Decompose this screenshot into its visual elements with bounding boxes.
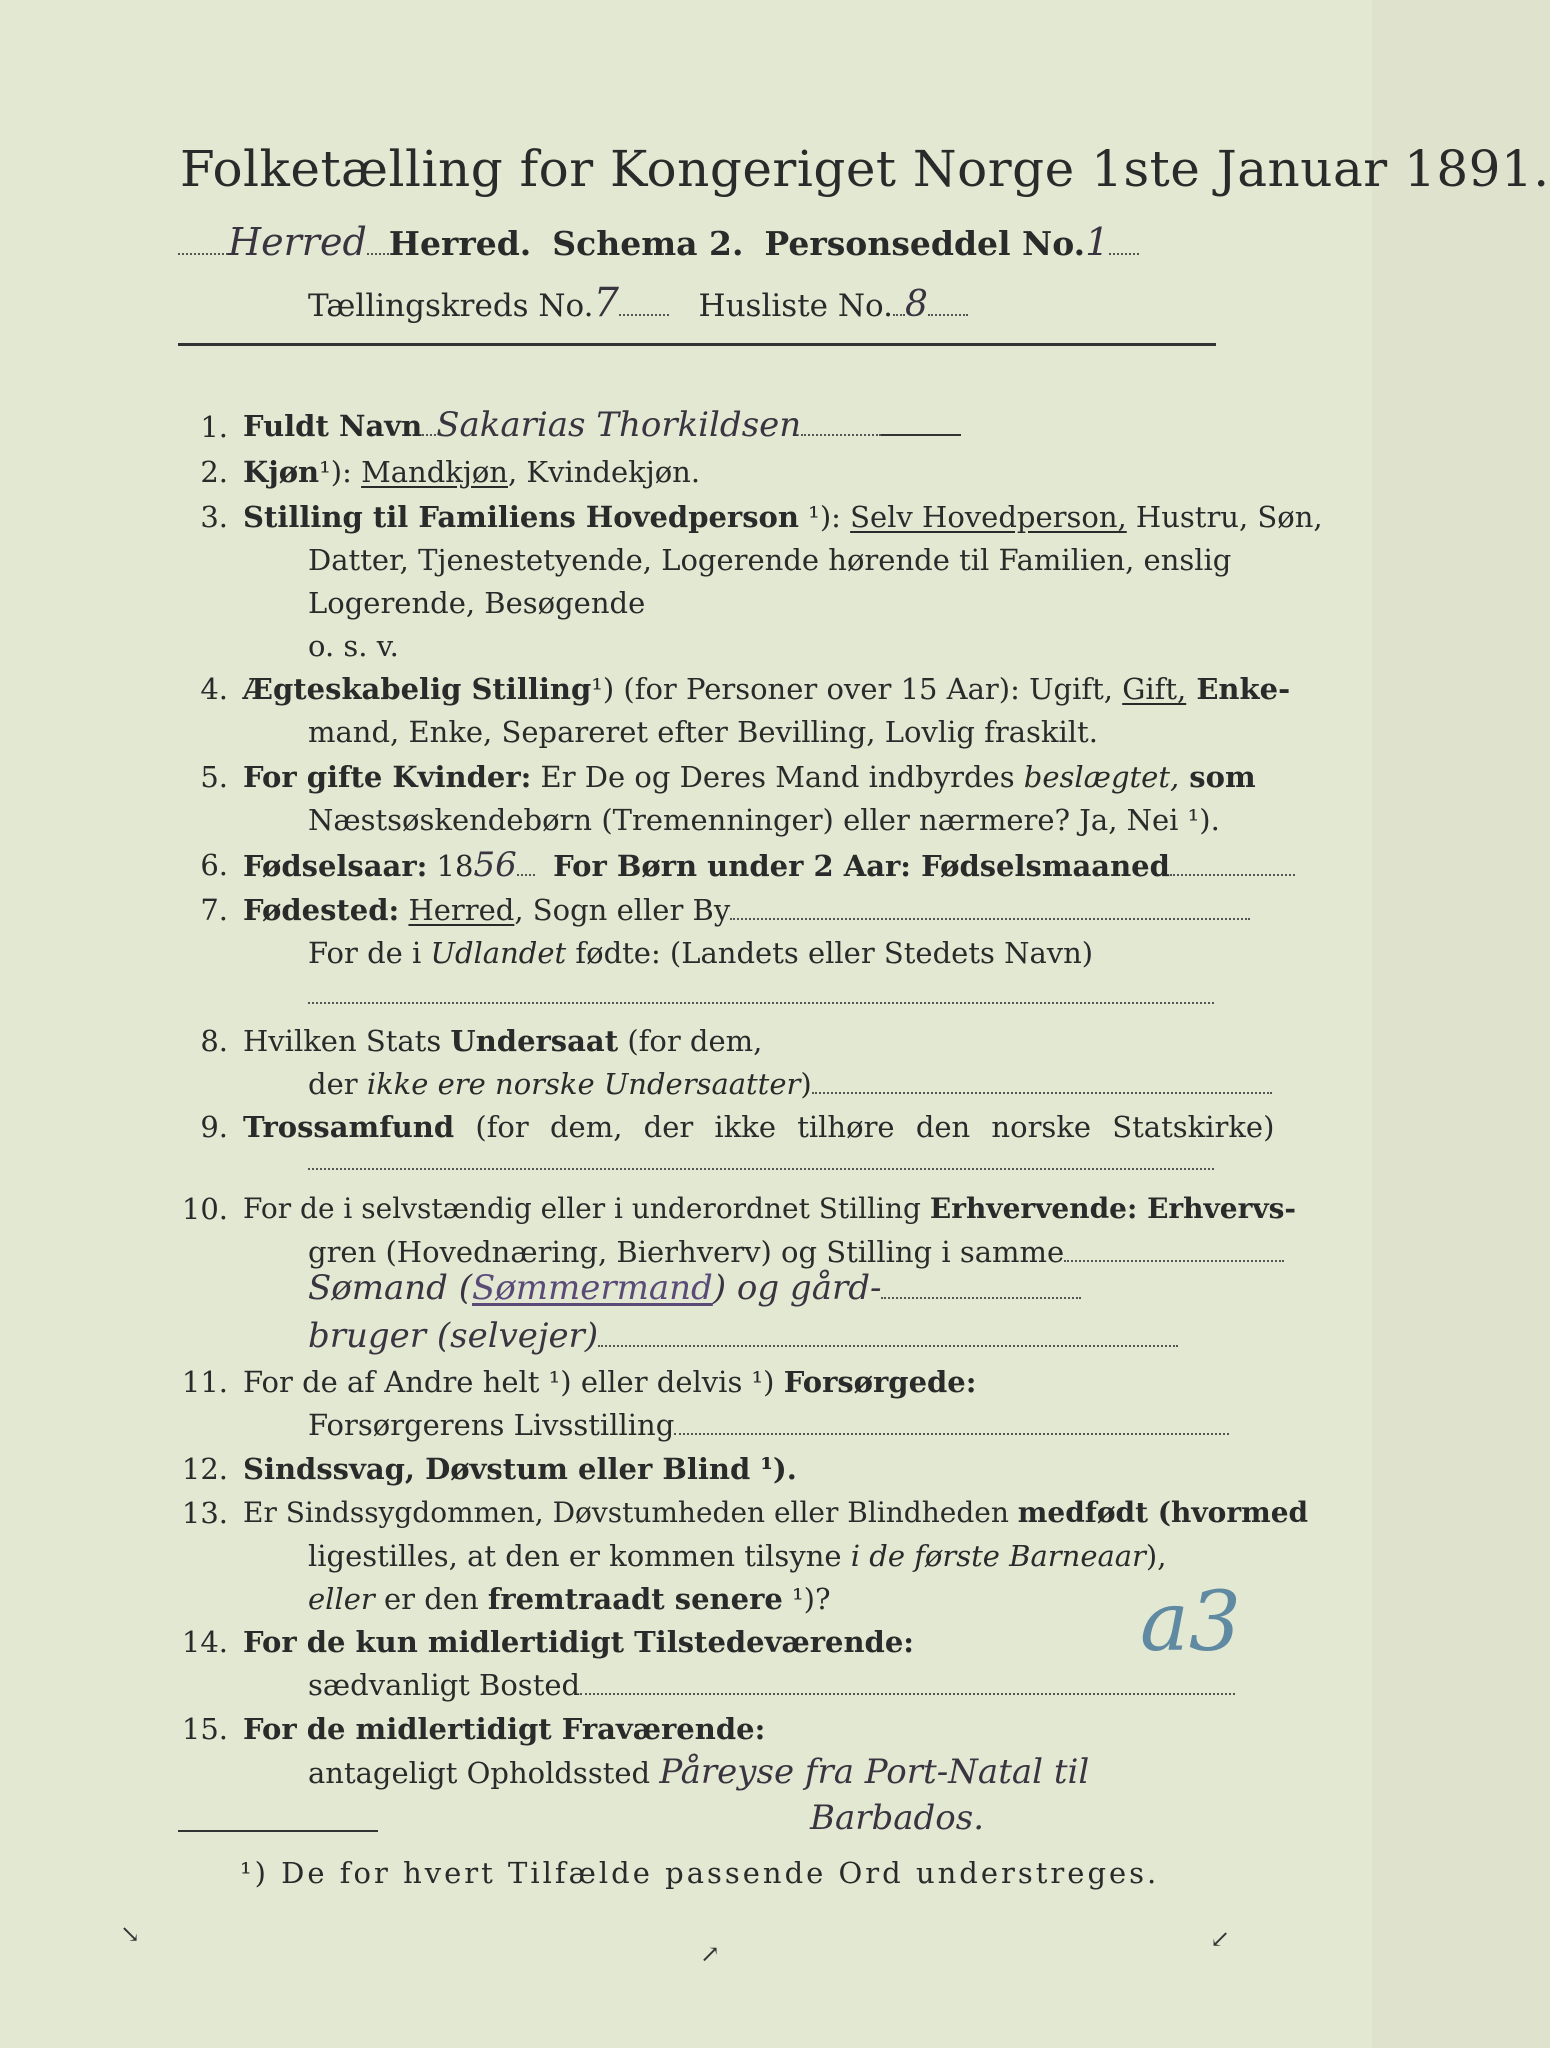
birthplace-selected: Herred: [408, 893, 515, 927]
field-text: sædvanligt Bosted: [308, 1668, 581, 1702]
item-number: 10.: [181, 1192, 228, 1226]
occupation-correction: Sømmermand: [472, 1268, 713, 1308]
field-text: Er Sindssygdommen, Døvstumheden eller Blindheden: [243, 1496, 1018, 1529]
center-mark: ↗: [700, 1940, 721, 1968]
item-5: [243, 760, 1256, 794]
item-4-line-2: mand, Enke, Separeret efter Bevilling, Lovlig fraskilt.: [308, 715, 1098, 749]
field-label: For gifte Kvinder:: [243, 760, 532, 794]
field-text: (for dem,: [618, 1024, 763, 1058]
field-text: (for dem, der ikke tilhøre den norske Statskirke): [454, 1110, 1275, 1144]
field-text: i de første Barneaar: [850, 1539, 1146, 1573]
item-number: 11.: [181, 1365, 228, 1399]
field-text: ikke ere norske Undersaatter: [366, 1067, 801, 1101]
header-line-1: [178, 220, 1139, 264]
personseddel-label: Personseddel No.: [764, 224, 1086, 263]
blank-line: [308, 1002, 1214, 1004]
field-text: Hvilken Stats: [243, 1024, 451, 1058]
field-text: Udlandet: [430, 936, 567, 970]
occupation-line-1: [308, 1268, 1081, 1308]
item-number: 4.: [200, 672, 228, 706]
item-14: For de kun midlertidigt Tilstedeværende:: [243, 1625, 914, 1659]
field-text: ¹):: [798, 500, 851, 534]
personseddel-number: 1: [1085, 220, 1110, 264]
item-3-line-4: o. s. v.: [308, 629, 399, 663]
footnote: ¹) De for hvert Tilfælde passende Ord understreges.: [240, 1856, 1160, 1890]
field-label: Fødselsaar:: [243, 849, 428, 883]
item-number: 1.: [200, 410, 228, 444]
item-3: [243, 500, 1323, 534]
field-label: Stilling til Familiens Hovedperson: [243, 500, 799, 534]
herred-label: Herred.: [388, 224, 532, 263]
item-number: 14.: [181, 1625, 228, 1659]
item-15: For de midlertidigt Fraværende:: [243, 1712, 766, 1746]
occupation-line-2: [308, 1316, 1178, 1356]
gender-selected: Mandkjøn: [361, 455, 508, 489]
full-name-value: Sakarias Thorkildsen: [436, 405, 802, 445]
item-3-line-3: Logerende, Besøgende: [308, 586, 646, 620]
item-number: 8.: [200, 1024, 228, 1058]
item-7: [243, 893, 1250, 927]
field-label: Ægteskabelig Stilling: [243, 672, 592, 706]
blank-line: [308, 1168, 1214, 1170]
field-text: eller: [308, 1582, 375, 1616]
position-selected: Selv Hovedperson,: [850, 500, 1127, 534]
field-text: For de af Andre helt ¹) eller delvis ¹): [243, 1365, 784, 1399]
item-8-line-2: [308, 1067, 1272, 1101]
field-text: (hvormed: [1148, 1496, 1309, 1529]
field-label: Forsørgede:: [783, 1365, 977, 1399]
taellingskreds-label: Tællingskreds No.: [308, 288, 594, 324]
field-text: ligestilles, at den er kommen tilsyne: [308, 1539, 851, 1573]
field-text: antageligt Opholdssted: [308, 1756, 660, 1790]
whereabouts-value: Påreyse fra Port-Natal til: [659, 1752, 1090, 1792]
item-15-line-3: [810, 1798, 984, 1838]
field-text: ): [800, 1067, 812, 1101]
field-text: ¹) (for Personer over 15 Aar): Ugift,: [591, 672, 1123, 706]
field-label: medfødt: [1017, 1496, 1149, 1529]
field-label: Fuldt Navn: [243, 409, 423, 443]
field-label: Undersaat: [450, 1024, 619, 1058]
margin-note: a3: [1140, 1575, 1242, 1670]
field-label: Trossamfund: [243, 1110, 455, 1144]
field-label: Kjøn: [243, 455, 320, 489]
corner-mark: ↘: [120, 1920, 141, 1948]
item-13-line-2: [308, 1539, 1166, 1573]
item-10: [243, 1192, 1296, 1225]
item-11-line-2: [308, 1408, 1229, 1442]
field-text: ),: [1145, 1539, 1167, 1573]
item-number: 12.: [181, 1452, 228, 1486]
taellingskreds-number: 7: [593, 280, 619, 326]
field-text: Erhvervs-: [1137, 1192, 1297, 1225]
field-text: ¹)?: [782, 1582, 831, 1616]
field-label: For Børn under 2 Aar: Fødselsmaaned: [553, 849, 1170, 883]
schema-label: Schema 2.: [552, 224, 744, 263]
item-14-line-2: [308, 1668, 1235, 1702]
item-13: [243, 1496, 1308, 1529]
marital-selected: Gift,: [1122, 672, 1187, 706]
header-separator: [178, 343, 1216, 346]
item-10-line-2: [308, 1235, 1284, 1269]
item-number: 7.: [200, 893, 228, 927]
field-label: fremtraadt senere: [487, 1582, 783, 1616]
field-label: Erhvervende:: [929, 1192, 1138, 1225]
item-number: 9.: [200, 1110, 228, 1144]
husliste-label: Husliste No.: [698, 288, 893, 324]
item-13-line-3: [308, 1582, 831, 1616]
item-12: Sindssvag, Døvstum eller Blind ¹).: [243, 1452, 797, 1486]
item-number: 6.: [200, 848, 228, 882]
field-text: er den: [374, 1582, 488, 1616]
item-7-line-2: [308, 936, 1093, 970]
item-1: [243, 405, 961, 445]
occupation-value: Sømand (: [308, 1268, 473, 1308]
item-11: [243, 1365, 976, 1399]
field-text: Hustru, Søn,: [1126, 500, 1323, 534]
field-text: som: [1179, 760, 1256, 794]
field-text: fødte: (Landets eller Stedets Navn): [566, 936, 1094, 970]
item-6: [243, 845, 1295, 885]
header-line-2: [308, 280, 968, 326]
item-number: 3.: [200, 500, 228, 534]
herred-handwritten: Herred: [228, 220, 367, 264]
field-label: Fødested:: [243, 893, 400, 927]
field-text: 18: [427, 849, 474, 883]
field-text: Enke-: [1186, 672, 1291, 706]
item-number: 15.: [181, 1712, 228, 1746]
field-text: gren (Hovednæring, Bierhverv) og Stilling i samme: [308, 1235, 1065, 1269]
field-text: ¹):: [319, 455, 362, 489]
corner-mark: ↙: [1210, 1925, 1231, 1953]
occupation-value: bruger (selvejer): [308, 1316, 599, 1356]
field-text: Forsørgerens Livsstilling: [308, 1408, 675, 1442]
field-text: For de i: [308, 936, 431, 970]
item-9: [243, 1110, 1274, 1144]
field-text: , Kvindekjøn.: [508, 455, 701, 489]
item-3-line-2: Datter, Tjenestetyende, Logerende hørende til Familien, enslig: [308, 543, 1232, 577]
field-text: Er De og Deres Mand indbyrdes: [531, 760, 1024, 794]
item-5-line-2: Næstsøskendebørn (Tremenninger) eller nærmere? Ja, Nei ¹).: [308, 803, 1220, 837]
item-2: [243, 455, 700, 489]
husliste-number: 8: [904, 284, 928, 325]
item-number: 13.: [181, 1496, 228, 1530]
footnote-separator: [178, 1830, 378, 1832]
field-text: For de i selvstændig eller i underordnet Stilling: [243, 1192, 930, 1225]
form-title: Folketælling for Kongeriget Norge 1ste Januar 1891.: [180, 140, 1550, 198]
item-15-line-2: [308, 1752, 1089, 1792]
item-number: 2.: [200, 455, 228, 489]
item-8: [243, 1024, 762, 1058]
field-text: der: [308, 1067, 367, 1101]
field-text: beslægtet,: [1023, 760, 1180, 794]
item-4: [243, 672, 1290, 706]
field-text: , Sogn eller By: [514, 893, 731, 927]
item-number: 5.: [200, 760, 228, 794]
birth-year-value: 56: [473, 845, 517, 885]
occupation-value: ) og gård-: [712, 1268, 882, 1308]
whereabouts-value: Barbados.: [810, 1798, 985, 1838]
